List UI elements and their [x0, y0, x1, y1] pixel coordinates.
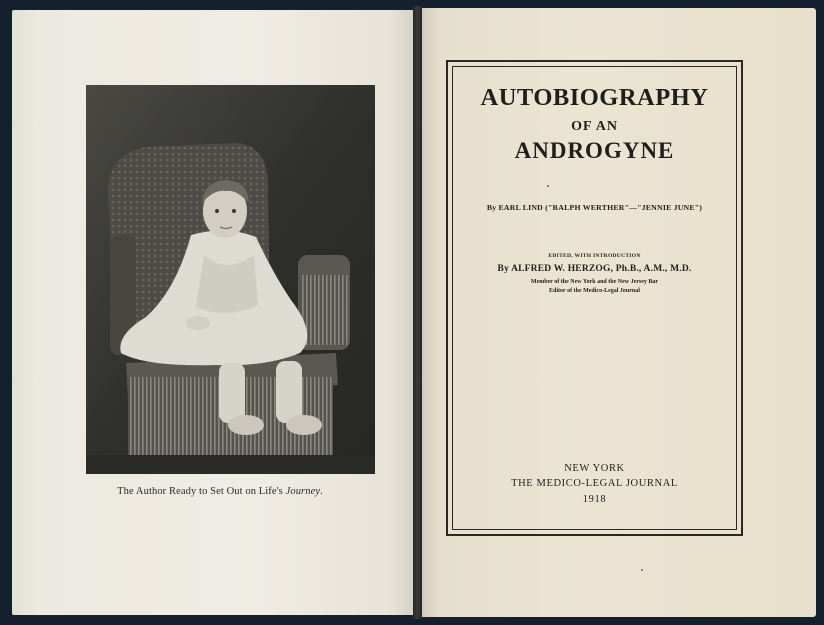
caption-period: . — [320, 486, 323, 497]
paper-speck — [547, 185, 549, 187]
imprint-year: 1918 — [582, 494, 607, 505]
title-line-3: ANDROGYNE — [514, 138, 675, 163]
editor-name: By ALFRED W. HERZOG, Ph.B., A.M., M.D. — [497, 264, 692, 274]
editor-title: Editor of the Medico-Legal Journal — [549, 288, 640, 294]
caption-text: The Author Ready to Set Out on Life's — [117, 486, 286, 497]
title-frame-inner — [452, 66, 737, 530]
editor-membership: Member of the New York and the New Jersey Bar — [530, 279, 659, 285]
imprint-publisher: THE MEDICO-LEGAL JOURNAL — [511, 478, 678, 489]
edited-with-introduction: EDITED, WITH INTRODUCTION — [548, 253, 641, 259]
book-gutter — [413, 6, 422, 619]
title-line-1: AUTOBIOGRAPHY — [480, 84, 709, 111]
author-byline: By EARL LIND ("RALPH WERTHER"—"JENNIE JUNE") — [486, 203, 703, 212]
frontispiece-caption — [50, 486, 390, 497]
paper-speck — [641, 569, 643, 571]
imprint-place: NEW YORK — [564, 463, 625, 474]
frontispiece-photo — [86, 85, 375, 474]
title-line-2: OF AN — [571, 119, 618, 134]
caption-italic-word: Journey — [285, 486, 321, 497]
